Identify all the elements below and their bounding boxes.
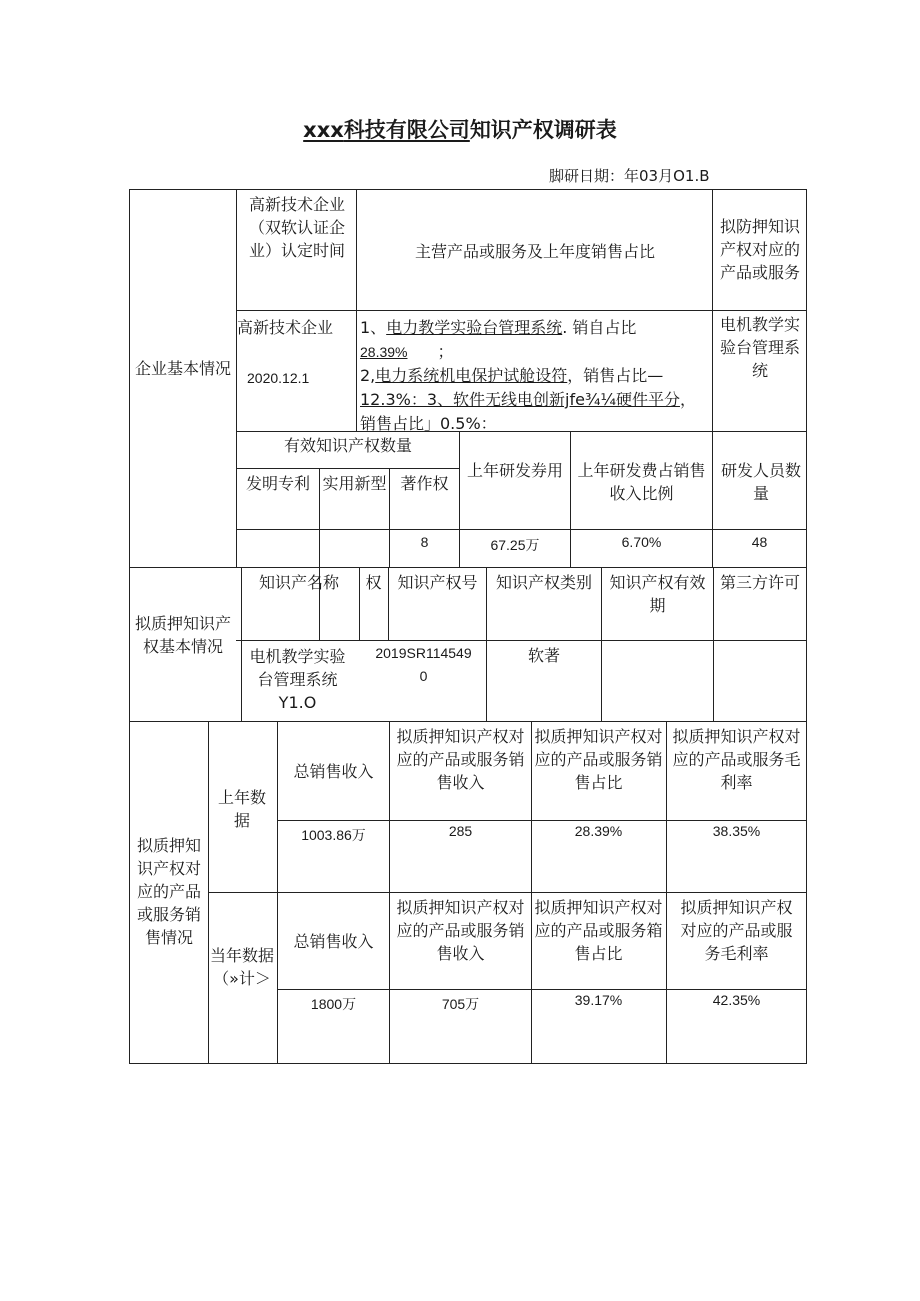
header-product-revenue-ty: 拟质押知识产权对应的产品或服务销售收入 [396,898,525,963]
header-pledge-products: 拟防押知识产权对应的产品或服务 [719,217,800,282]
table-border [806,189,807,1064]
table-border [208,892,807,893]
table-border [129,1063,807,1064]
product-2-prefix: 2, [360,366,376,385]
table-border [570,431,571,568]
table-border [389,468,390,568]
ip-count-header: 有效知识产权数量 [283,436,412,455]
value-rd-staff: 48 [751,534,768,550]
table-border [129,721,807,722]
table-border [388,567,389,641]
value-total-revenue-ly: 1003.86万 [301,827,366,843]
hitech-date: 2020.12.1 [247,370,310,386]
product-2-tail: ，销售占比— [567,366,664,385]
table-border [236,529,807,530]
header-copyright: 著作权 [400,474,449,493]
product-1-prefix: 1、 [360,318,387,337]
table-border [236,468,459,469]
header-invention: 发明专利 [245,474,310,493]
table-border [236,640,807,641]
value-product-revenue-ly: 285 [448,823,473,839]
product-2-name: 电力系统机电保护试舱设符 [375,366,568,385]
product-3-name: 软件无线电创新jfe¾¼硬件平分 [453,390,680,409]
table-border [236,189,237,568]
page-title [0,114,920,144]
header-ip-number: 知识产权号 [397,573,478,592]
ip-name: 电机教学实验台管理系统Y1.O [249,647,346,712]
title-prefix: xxx [303,118,344,142]
table-border [666,721,667,1064]
table-border [531,721,532,1064]
value-product-revenue-ty: 705万 [441,996,480,1012]
section-label-sales: 拟质押知识产权对应的产品或服务销售情况 [136,836,201,947]
pledge-product: 电机教学实验台管理系统 [719,315,800,380]
product-3-tail: ， [679,390,696,409]
table-border [236,189,807,190]
title-company [303,118,470,142]
table-border [277,721,278,1064]
title-middle: 科技有限公司 [343,118,470,142]
table-border [389,721,390,1064]
survey-date: 脚研日期：年03月O1.B [549,167,710,185]
section-label-enterprise: 企业基本情况 [134,359,231,378]
label-last-year: 上年数据 [217,788,266,830]
table-border [319,468,320,568]
table-border [241,567,242,722]
table-border [356,189,357,432]
product-1-end: ； [437,342,454,361]
header-margin-ty: 拟质押知识产权对应的产品或服务毛利率 [680,898,793,963]
header-main-products: 主营产品或服务及上年度销售占比 [414,242,655,261]
header-product-ratio-ty: 拟质押知识产权对应的产品或服务箱售占比 [534,898,663,963]
header-hitech-date: 高新技术企业（双软认证企业）认定时间 [248,195,345,260]
value-margin-ty: 42.35% [712,992,761,1008]
ip-type: 软著 [527,646,560,665]
header-utility: 实用新型 [322,474,387,493]
header-ip-name: 知识产名称 [258,573,339,592]
header-ip-type: 知识产权类别 [495,573,592,592]
header-rd-ratio: 上年研发费占销售收入比例 [577,461,706,503]
product-1-name: 电力教学实验台管理系统 [386,318,563,337]
header-rd-staff: 研发人员数量 [720,461,801,503]
table-border [129,567,807,568]
value-product-ratio-ty: 39.17% [574,992,623,1008]
table-border [459,431,460,568]
table-border [236,310,807,311]
main-products-text [360,316,705,436]
value-copyright: 8 [420,534,429,550]
table-border [486,567,487,722]
product-3-pct: 销售占比」0.5%： [360,414,497,433]
product-3-line: 12.3%：3、 [360,390,454,409]
header-total-revenue-ty: 总销售收入 [293,932,374,951]
value-rd-ratio: 6.70% [621,534,662,550]
header-product-ratio-ly: 拟质押知识产权对应的产品或服务销售占比 [534,727,663,792]
hitech-type: 高新技术企业 [237,318,334,337]
table-border [601,567,602,722]
header-ip-right: 权 [365,573,382,592]
table-border [129,189,237,190]
table-border [208,721,209,1064]
ip-number: 2019SR1145490 [375,645,472,684]
value-rd-expense: 67.25万 [490,537,540,553]
table-border [129,189,130,1064]
product-1-pct: 28.39% [360,344,408,360]
value-margin-ly: 38.35% [712,823,761,839]
header-rd-expense: 上年研发券用 [466,461,563,480]
header-total-revenue-ly: 总销售收入 [293,762,374,781]
header-product-revenue-ly: 拟质押知识产权对应的产品或服务销售收入 [396,727,525,792]
section-label-pledge-ip: 拟质押知识产权基本情况 [134,614,231,656]
title-suffix: 知识产权调研表 [469,118,617,142]
table-border [713,567,714,722]
product-1-sep: . 销自占比 [562,318,637,337]
table-border [712,189,713,568]
value-total-revenue-ty: 1800万 [310,996,357,1012]
header-ip-validity: 知识产权有效期 [609,573,706,615]
header-third-party: 第三方许可 [719,573,800,592]
header-margin-ly: 拟质押知识产权对应的产品或服务毛利率 [672,727,801,792]
label-this-year: 当年数据（»计＞ [210,946,275,988]
value-product-ratio-ly: 28.39% [574,823,623,839]
